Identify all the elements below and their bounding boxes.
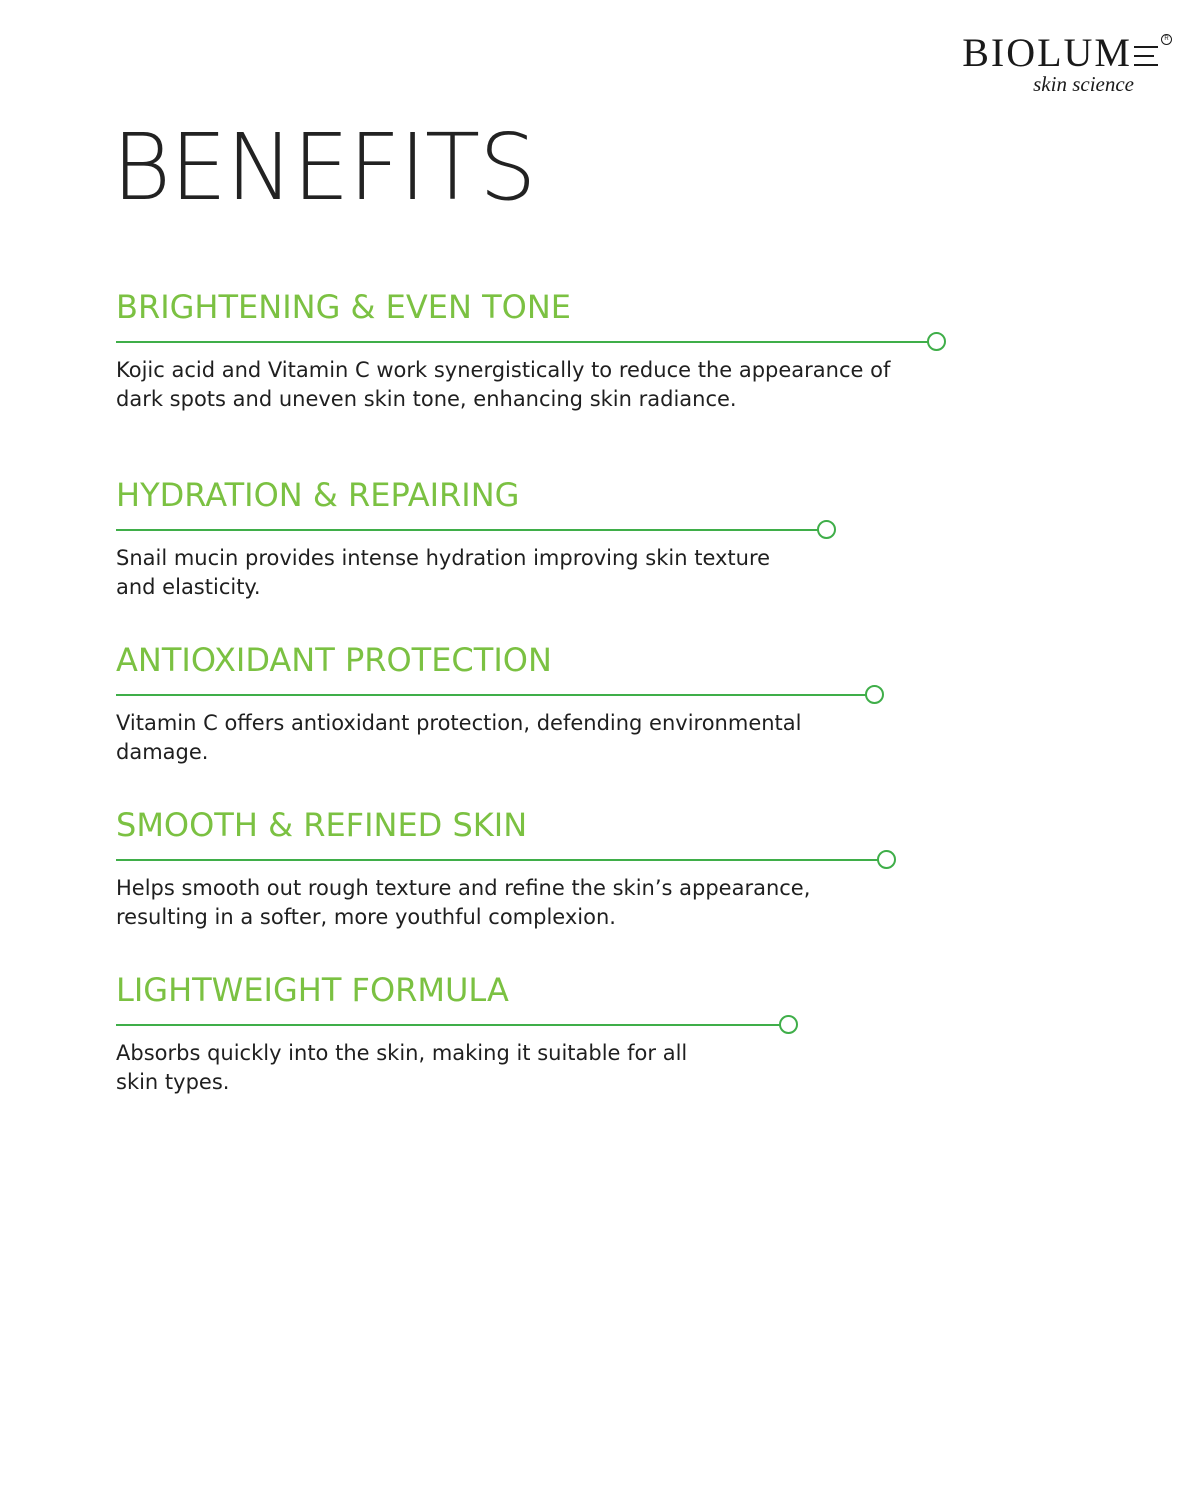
divider-line — [116, 1024, 781, 1026]
divider-circle-icon — [927, 332, 946, 351]
benefit-heading: ANTIOXIDANT PROTECTION — [116, 641, 552, 679]
benefit-divider — [116, 850, 898, 870]
benefit-description: Vitamin C offers antioxidant protection, defending environmental damage. — [116, 711, 802, 764]
divider-circle-icon — [779, 1015, 798, 1034]
benefit-divider — [116, 1015, 800, 1035]
benefit-smooth — [116, 806, 898, 932]
benefit-heading: HYDRATION & REPAIRING — [116, 476, 520, 514]
benefit-heading: BRIGHTENING & EVEN TONE — [116, 288, 571, 326]
benefit-divider — [116, 332, 948, 352]
benefit-brightening — [116, 288, 948, 414]
benefit-heading: LIGHTWEIGHT FORMULA — [116, 971, 509, 1009]
benefit-antioxidant — [116, 641, 886, 767]
divider-line — [116, 529, 819, 531]
divider-line — [116, 694, 867, 696]
divider-circle-icon — [865, 685, 884, 704]
benefit-lightweight — [116, 971, 800, 1097]
divider-line — [116, 859, 879, 861]
brand-name: BIOLUM — [962, 30, 1132, 75]
divider-line — [116, 341, 929, 343]
benefit-divider — [116, 685, 886, 705]
brand-tagline: skin science — [1033, 72, 1134, 96]
benefit-description: Absorbs quickly into the skin, making it suitable for all skin types. — [116, 1041, 688, 1094]
divider-circle-icon — [877, 850, 896, 869]
logo-e-glyph-icon — [1134, 41, 1158, 67]
registered-mark-icon: R — [1161, 34, 1172, 45]
benefit-description: Helps smooth out rough texture and refine the skin’s appearance, resulting in a softer, more youthful complexion. — [116, 876, 811, 929]
brand-logo — [932, 30, 1172, 100]
divider-circle-icon — [817, 520, 836, 539]
benefit-hydration — [116, 476, 838, 602]
brand-wordmark — [962, 30, 1158, 76]
benefit-divider — [116, 520, 838, 540]
benefit-description: Snail mucin provides intense hydration improving skin texture and elasticity. — [116, 546, 771, 599]
benefit-heading: SMOOTH & REFINED SKIN — [116, 806, 528, 844]
page-title: BENEFITS — [112, 114, 536, 221]
benefit-description: Kojic acid and Vitamin C work synergistically to reduce the appearance of dark spots and uneven skin tone, enhancing skin radiance. — [116, 358, 891, 411]
